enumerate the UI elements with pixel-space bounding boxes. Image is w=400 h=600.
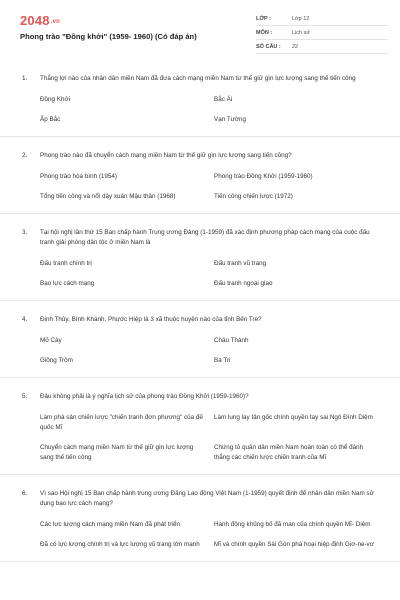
question — [0, 214, 400, 301]
logo-suffix: .vn — [50, 19, 61, 25]
answer-option[interactable]: Tổng tiến công và nổi dậy xuân Mậu thân (1968) — [40, 193, 176, 200]
meta-key: LỚP : — [256, 15, 271, 22]
meta-row — [256, 12, 388, 26]
question — [0, 378, 400, 475]
question-body: Phong trào nào đã chuyển cách mạng miền Nam từ thế giữ gìn lực lượng sang tiến công? — [40, 152, 292, 159]
answer-option[interactable]: Bắc Ái — [214, 96, 233, 103]
question-text — [22, 137, 378, 161]
answer-option[interactable]: Bạo lực cách mạng — [40, 280, 95, 287]
answer-option[interactable]: Ấp Bắc — [40, 116, 61, 123]
question-list — [0, 60, 400, 562]
meta-key: MÔN : — [256, 29, 273, 36]
answer-option[interactable]: Làm lung lay tận gốc chính quyền tay sai Ngô Đình Diệm — [214, 414, 373, 421]
document-meta — [256, 12, 388, 54]
answer-option[interactable]: Đã có lực lượng chính trị và lực lượng vũ trang lớn mạnh — [40, 541, 200, 548]
question-text — [22, 214, 378, 248]
meta-value: Lớp 12 — [292, 15, 310, 22]
document-title: Phong trào "Đồng khởi" (1959- 1960) (Có đáp án) — [20, 32, 197, 41]
question — [0, 137, 400, 214]
answer-options — [22, 509, 378, 561]
question-body: Thắng lợi nào của nhân dân miền Nam đã đưa cách mạng miền Nam từ thế giữ gìn lực lượng sang thế tiến công — [40, 75, 356, 82]
question-text — [22, 60, 378, 84]
answer-option[interactable]: Các lực lượng cách mạng miền Nam đã phát triển — [40, 521, 180, 528]
question-number: 1. — [22, 75, 28, 82]
question-number: 3. — [22, 229, 28, 236]
answer-option[interactable]: Phong trào Đồng Khởi (1959-1960) — [214, 173, 313, 180]
answer-option[interactable]: Phong trào hòa bình (1954) — [40, 173, 118, 180]
answer-option[interactable]: Đồng Khởi — [40, 96, 71, 103]
meta-row — [256, 40, 388, 54]
question-number: 2. — [22, 152, 28, 159]
answer-option[interactable]: Châu Thành — [214, 337, 249, 344]
question-text — [22, 475, 378, 509]
answer-option[interactable]: Đấu tranh ngoại giao — [214, 280, 273, 287]
answer-option[interactable]: Chứng tỏ quân dân miền Nam hoàn toàn có thể đánh thắng các chiến lược chiến tranh của Mĩ — [214, 444, 364, 461]
question-number: 4. — [22, 316, 28, 323]
meta-key: SỐ CÂU : — [256, 43, 281, 50]
question-text — [22, 378, 378, 402]
question-number: 5. — [22, 393, 28, 400]
answer-option[interactable]: Mĩ và chính quyền Sài Gòn phá hoại hiệp định Giơ-ne-vơ — [214, 541, 374, 548]
question-body: Định Thủy, Bình Khánh, Phước Hiệp là 3 xã thuộc huyện nào của tỉnh Bến Tre? — [40, 316, 262, 323]
answer-option[interactable]: Làm phá sản chiến lược "chiến tranh đơn phương" của đế quốc Mĩ — [40, 414, 203, 431]
answer-option[interactable]: Đấu tranh chính trị — [40, 260, 92, 267]
meta-row — [256, 26, 388, 40]
meta-value: 22 — [292, 43, 299, 50]
logo-main: 2048 — [20, 13, 50, 28]
answer-options — [22, 325, 378, 377]
answer-option[interactable]: Đấu tranh vũ trang — [214, 260, 267, 267]
answer-option[interactable]: Vạn Tường — [214, 116, 247, 123]
answer-option[interactable]: Chuyển cách mạng miền Nam từ thế giữ gìn lực lượng sang thế tiến công — [40, 444, 194, 461]
answer-option[interactable]: Hành động khủng bố đã man của chính quyền Mĩ- Diệm — [214, 521, 371, 528]
meta-value: Lịch sử — [292, 29, 311, 36]
answer-options — [22, 402, 378, 474]
question-text — [22, 301, 378, 325]
answer-option[interactable]: Tiến công chiến lược (1972) — [214, 193, 293, 200]
question — [0, 475, 400, 562]
question-body: Vì sao Hội nghị 15 Ban chấp hành trung ương Đảng Lao động Việt Nam (1-1959) quyết định để nhân dân miền Nam sử dụng bạo lực cách mạng? — [40, 490, 374, 507]
answer-options — [22, 161, 378, 213]
answer-options — [22, 84, 378, 136]
question-body: Đâu không phải là ý nghĩa lịch sử của phong trào Đồng Khởi (1959-1960)? — [40, 393, 249, 400]
question-body: Tại hội nghị lần thứ 15 Ban chấp hành Trung ương Đảng (1-1959) đã xác định phương pháp cách mạng của cuộc đấu tranh giải phóng dân tộc ở miền Nam là — [40, 229, 370, 246]
answer-options — [22, 248, 378, 300]
site-logo[interactable] — [20, 13, 60, 28]
question — [0, 60, 400, 137]
answer-option[interactable]: Ba Tri — [214, 357, 231, 364]
question-number: 6. — [22, 490, 28, 497]
answer-option[interactable]: Giồng Trôm — [40, 357, 73, 364]
answer-option[interactable]: Mỏ Cày — [40, 337, 62, 344]
question — [0, 301, 400, 378]
document-header — [10, 10, 390, 60]
